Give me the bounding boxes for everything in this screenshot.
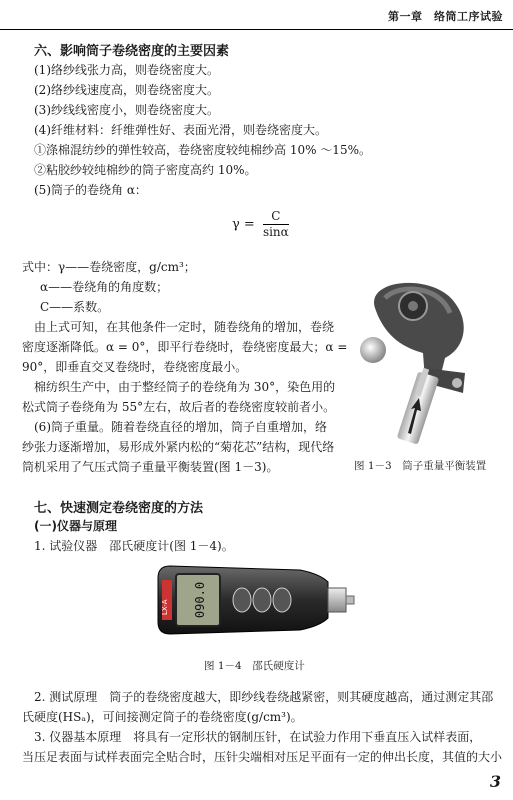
section7-item-2-line-1: 2. 测试原理 筒子的卷绕密度越大，即纱线卷绕越紧密，则其硬度越高，通过测定其邵	[34, 690, 494, 704]
section7-item-3-line-1: 3. 仪器基本原理 将具有一定形状的钢制压针，在试验力作用下垂直压入试样表面，	[34, 730, 482, 744]
formula-fraction	[263, 209, 289, 240]
formula	[232, 209, 289, 240]
para1-line-2: 密度逐渐降低。α = 0°，即平行卷绕时，卷绕密度最大；α =	[22, 340, 348, 354]
figure-1-3-image	[345, 268, 495, 448]
chapter-header: 第一章 络筒工序试验	[388, 10, 503, 23]
durometer-side-label: LX-A	[161, 599, 169, 615]
section6-item-2: (2)络纱线速度高，则卷绕密度大。	[34, 83, 219, 97]
formula-lhs: γ =	[232, 217, 255, 232]
section6-item-3: (3)纱线线密度小，则卷绕密度大。	[34, 103, 219, 117]
def-c: C——系数。	[40, 300, 110, 314]
section6-item-4: (4)纤维材料：纤维弹性好、表面光滑，则卷绕密度大。	[34, 123, 328, 137]
formula-numerator: C	[263, 209, 289, 225]
figure-1-3-caption: 图 1－3 筒子重量平衡装置	[354, 460, 487, 472]
section7-item-1: 1. 试验仪器 邵氏硬度计(图 1－4)。	[34, 539, 234, 553]
para2-line-2: 松式筒子卷绕角为 55°左右，故后者的卷绕密度较前者小。	[22, 400, 336, 414]
def-alpha: α——卷绕角的角度数；	[40, 280, 169, 294]
para2-line-1: 棉纺织生产中，由于整经筒子的卷绕角为 30°，染色用的	[34, 380, 336, 394]
section7-item-3-line-2: 当压足表面与试样表面完全贴合时，压针尖端相对压足平面有一定的伸出长度，其值的大小	[22, 750, 503, 764]
para3-line-1: (6)筒子重量。随着卷绕直径的增加，筒子自重增加，络	[34, 420, 328, 434]
section6-item-1: (1)络纱线张力高，则卷绕密度大。	[34, 63, 219, 77]
para1-line-1: 由上式可知，在其他条件一定时，随卷绕角的增加，卷绕	[34, 320, 335, 334]
formula-denominator: sinα	[262, 225, 289, 239]
section7-subtitle: (一)仪器与原理	[34, 519, 117, 533]
section7-item-2-line-2: 氏硬度(HSₐ)，可间接测定筒子的卷绕密度(g/cm³)。	[22, 710, 303, 724]
section6-title: 六、影响筒子卷绕密度的主要因素	[34, 44, 230, 59]
durometer-display-value: 090.0	[193, 581, 207, 619]
para1-line-3: 90°，即垂直交叉卷绕时，卷绕密度最小。	[22, 360, 248, 374]
para3-line-2: 纱张力逐渐增加，易形成外紧内松的“菊花芯”结构，现代络	[22, 440, 335, 454]
page-number: 3	[489, 772, 501, 791]
def-gamma: 式中：γ——卷绕密度，g/cm³；	[22, 260, 196, 274]
section6-item-7: (5)筒子的卷绕角 α：	[34, 183, 147, 197]
header-rule	[0, 29, 513, 30]
section6-item-5: ①涤棉混纺纱的弹性较高，卷绕密度较纯棉纱高 10% ～15%。	[34, 143, 371, 157]
figure-1-4-caption: 图 1－4 邵氏硬度计	[204, 660, 305, 672]
para3-line-3: 筒机采用了气压式筒子重量平衡装置(图 1－3)。	[22, 460, 279, 474]
figure-1-4-image	[150, 560, 360, 640]
section7-title: 七、快速测定卷绕密度的方法	[34, 501, 204, 516]
section6-item-6: ②粘胶纱较纯棉纱的筒子密度高约 10%。	[34, 163, 257, 177]
